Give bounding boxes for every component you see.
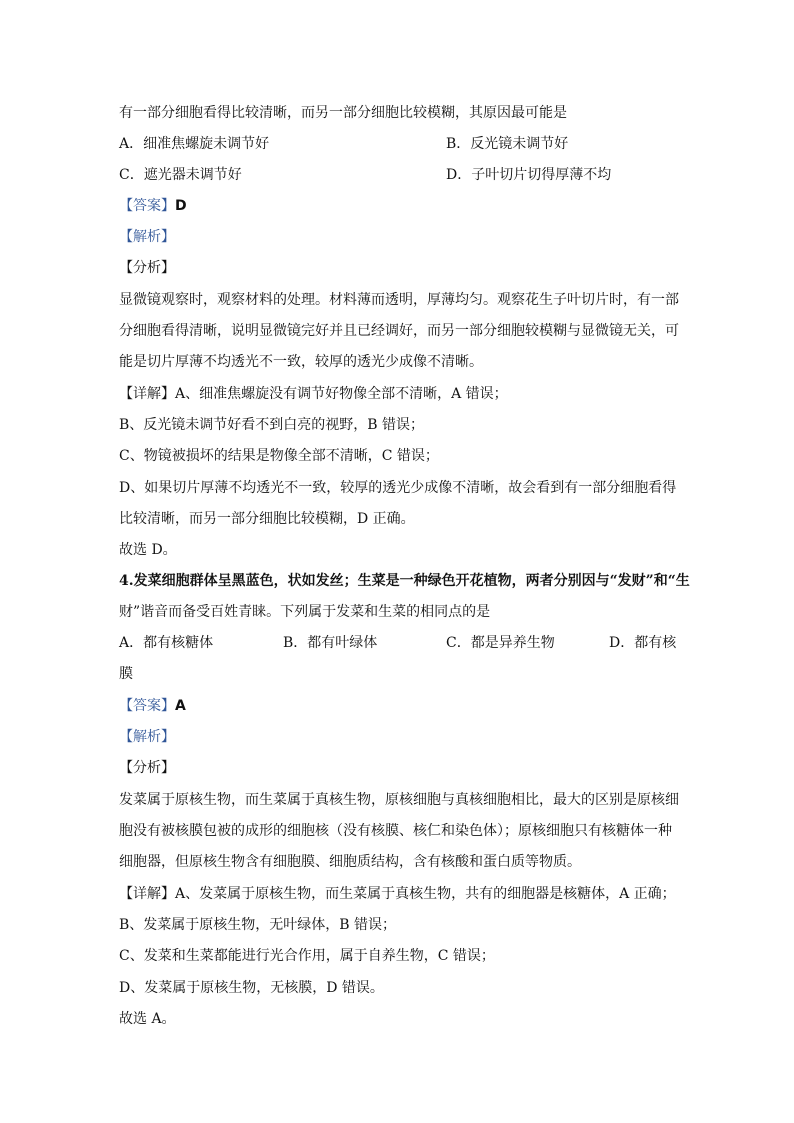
q4-detail-line-1 <box>119 884 676 904</box>
q4-answer: A <box>175 698 186 714</box>
q4-detail-4: D、发菜属于原核生物，无核膜，D 错误。 <box>119 980 384 996</box>
q3-conclusion: 故选 D。 <box>119 542 177 558</box>
q4-conclusion: 故选 A。 <box>119 1011 176 1027</box>
q3-option-d: D．子叶切片切得厚薄不均 <box>446 167 612 183</box>
q3-analysis-3: 能是切片厚薄不均透光不一致，较厚的透光少成像不清晰。 <box>119 354 483 370</box>
q3-jiexi-tag: 【解析】 <box>119 229 175 245</box>
q3-detail-1: A、细准焦螺旋没有调节好物像全部不清晰，A 错误； <box>175 386 508 402</box>
q3-analysis-1: 显微镜观察时，观察材料的处理。材料薄而透明，厚薄均匀。观察花生子叶切片时，有一部 <box>119 292 679 308</box>
q3-detail-4: D、如果切片厚薄不均透光不一致，较厚的透光少成像不清晰，故会看到有一部分细胞看得 <box>119 480 677 496</box>
q4-option-b: B．都有叶绿体 <box>283 635 378 651</box>
detail-tag: 【详解】 <box>119 386 175 402</box>
q3-detail-line-1 <box>119 384 508 404</box>
q4-option-d-wrap: 膜 <box>119 666 133 682</box>
q4-detail-2: B、发菜属于原核生物，无叶绿体，B 错误； <box>119 917 397 933</box>
q4-stem-1: 4.发菜细胞群体呈黑蓝色，状如发丝；生菜是一种绿色开花植物，两者分别因与“发财”和“生 <box>119 573 690 589</box>
q4-detail-3: C、发菜和生菜都能进行光合作用，属于自养生物，C 错误； <box>119 948 495 964</box>
q4-analysis-1: 发菜属于原核生物，而生菜属于真核生物，原核细胞与真核细胞相比，最大的区别是原核细 <box>119 792 679 808</box>
q4-stem-2: 财”谐音而备受百姓青睐。下列属于发菜和生菜的相同点的是 <box>119 604 491 620</box>
q4-option-c: C．都是异养生物 <box>446 635 555 651</box>
q3-detail-3: C、物镜被损坏的结果是物像全部不清晰，C 错误； <box>119 448 439 464</box>
q3-stem: 有一部分细胞看得比较清晰，而另一部分细胞比较模糊，其原因最可能是 <box>119 105 567 121</box>
q4-analysis-2: 胞没有被核膜包被的成形的细胞核（没有核膜、核仁和染色体）；原核细胞只有核糖体一种 <box>119 823 672 839</box>
q4-answer-line <box>119 696 186 716</box>
q3-option-a: A．细准焦螺旋未调节好 <box>119 136 270 152</box>
q3-answer: D <box>175 198 187 214</box>
q3-analysis-2: 分细胞看得清晰，说明显微镜完好并且已经调好，而另一部分细胞较模糊与显微镜无关，可 <box>119 323 679 339</box>
q4-fenxi-tag: 【分析】 <box>119 760 175 776</box>
q3-detail-2: B、反光镜未调节好看不到白亮的视野，B 错误； <box>119 417 425 433</box>
answer-tag: 【答案】 <box>119 698 175 714</box>
q3-answer-line <box>119 196 187 216</box>
q4-jiexi-tag: 【解析】 <box>119 729 175 745</box>
q3-fenxi-tag: 【分析】 <box>119 260 175 276</box>
q4-option-a: A．都有核糖体 <box>119 635 214 651</box>
q4-option-d: D．都有核 <box>609 635 677 651</box>
q3-option-c: C．遮光器未调节好 <box>119 167 242 183</box>
answer-tag: 【答案】 <box>119 198 175 214</box>
detail-tag: 【详解】 <box>119 886 175 902</box>
q4-analysis-3: 细胞器，但原核生物含有细胞膜、细胞质结构，含有核酸和蛋白质等物质。 <box>119 854 581 870</box>
q3-detail-5: 比较清晰，而另一部分细胞比较模糊，D 正确。 <box>119 511 415 527</box>
q3-option-b: B．反光镜未调节好 <box>446 136 569 152</box>
q4-detail-1: A、发菜属于原核生物，而生菜属于真核生物，共有的细胞器是核糖体，A 正确； <box>175 886 676 902</box>
